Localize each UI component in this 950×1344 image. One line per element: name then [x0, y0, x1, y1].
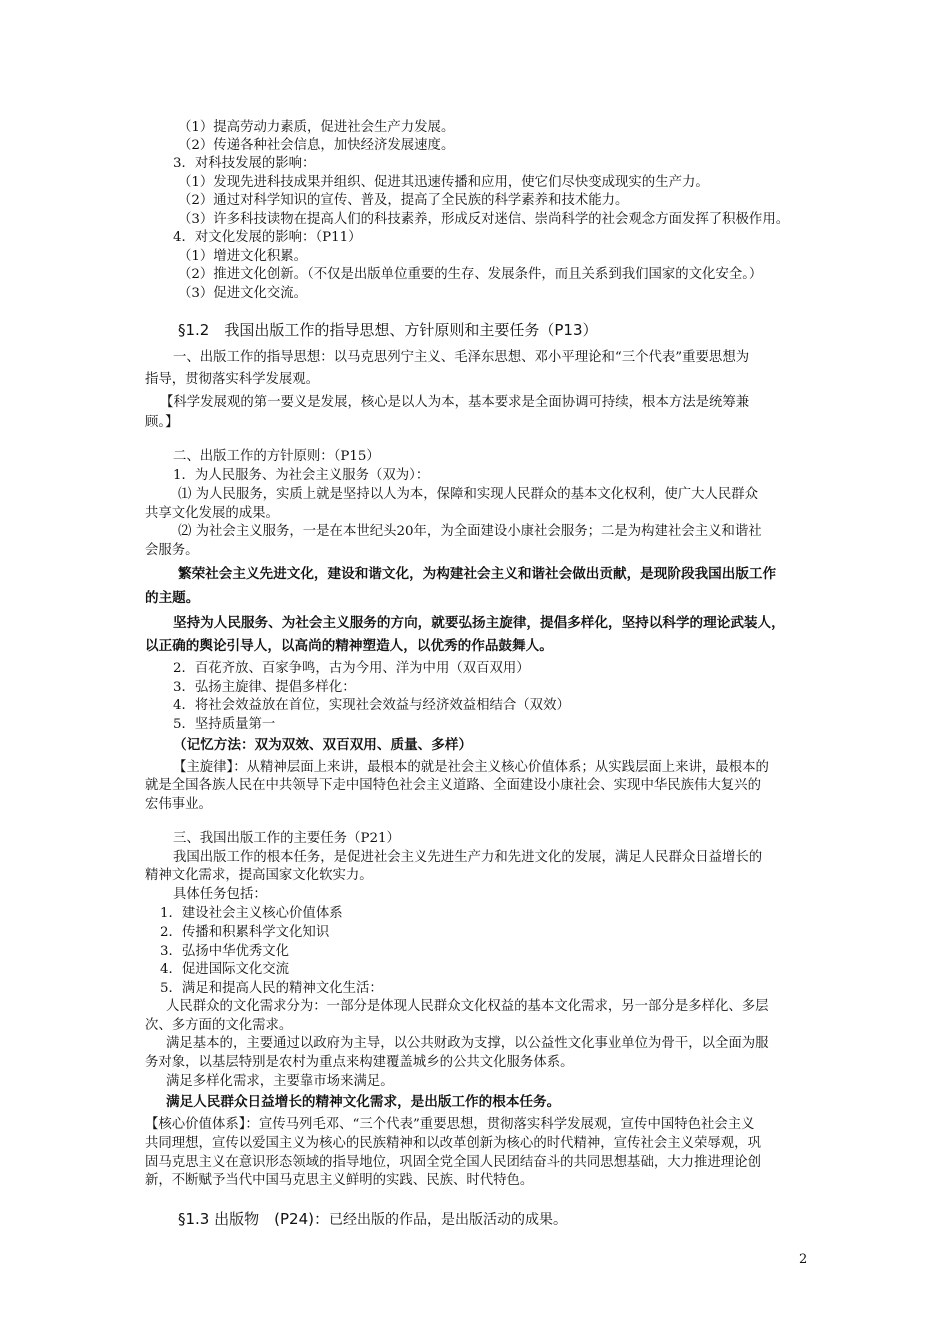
text-line: 宏伟事业。 — [145, 797, 212, 812]
page-number: 2 — [799, 1252, 808, 1267]
numbered-heading: 3．对科技发展的影响： — [173, 156, 316, 171]
numbered-item: 4．将社会效益放在首位，实现社会效益与经济效益相结合（双效） — [173, 698, 570, 713]
text-line: （2）推进文化创新。（不仅是出版单位重要的生存、发展条件，而且关系到我们国家的文化安全。） — [178, 267, 763, 282]
text-line: 一、出版工作的指导思想：以马克思列宁主义、毛泽东思想、邓小平理论和“三个代表”重要思想为 — [173, 350, 750, 365]
text-line: ⑴ 为人民服务，实质上就是坚持以人为本，保障和实现人民群众的基本文化权利，使广大人民群众 — [178, 487, 759, 502]
text-line: 指导，贯彻落实科学发展观。 — [145, 372, 320, 387]
section-heading: §1.2 我国出版工作的指导思想、方针原则和主要任务（P13） — [178, 321, 598, 339]
text-line: 【核心价值体系】：宣传马列毛邓、“三个代表”重要思想，贯彻落实科学发展观，宣传中国特色社会主义 — [145, 1117, 755, 1132]
text-line: 【科学发展观的第一要义是发展，核心是以人为本，基本要求是全面协调可持续，根本方法是统筹兼 — [160, 395, 750, 410]
text-line: 二、出版工作的方针原则：（P15） — [173, 449, 380, 464]
text-line: （2）通过对科学知识的宣传、普及，提高了全民族的科学素养和技术能力。 — [178, 193, 629, 208]
bold-text-line: 满足人民群众日益增长的精神文化需求，是出版工作的根本任务。 — [166, 1094, 561, 1110]
numbered-item: 2．传播和积累科学文化知识 — [160, 925, 330, 940]
text-line: （3）许多科技读物在提高人们的科技素养，形成反对迷信、崇尚科学的社会观念方面发挥了积极作用。 — [178, 212, 790, 227]
text-line: 就是全国各族人民在中共领导下走中国特色社会主义道路、全面建设小康社会、实现中华民族伟大复兴的 — [145, 778, 761, 793]
numbered-heading: 4．对文化发展的影响：（P11） — [173, 230, 362, 245]
text-line: 满足多样化需求，主要靠市场来满足。 — [166, 1074, 394, 1089]
text-line: （1）提高劳动力素质，促进社会生产力发展。 — [178, 120, 455, 135]
numbered-item: 1．建设社会主义核心价值体系 — [160, 906, 343, 921]
section-1-3 — [178, 1209, 567, 1230]
text-line: 新，不断赋予当代中国马克思主义鲜明的实践、民族、时代特色。 — [145, 1173, 534, 1188]
text-line: 精神文化需求，提高国家文化软实力。 — [145, 868, 373, 883]
text-line: 我国出版工作的根本任务，是促进社会主义先进生产力和先进文化的发展，满足人民群众日益增长的 — [173, 850, 763, 865]
text-line: 共同理想，宣传以爱国主义为核心的民族精神和以改革创新为核心的时代精神，宣传社会主义荣辱观，巩 — [145, 1136, 761, 1151]
memory-tip: （记忆方法：双为双效、双百双用、质量、多样） — [173, 737, 473, 753]
text-line: 会服务。 — [145, 543, 199, 558]
text-line: 务对象，以基层特别是农村为重点来构建覆盖城乡的公共文化服务体系。 — [145, 1055, 574, 1070]
text-line: 顾。】 — [145, 415, 179, 430]
text-line: ⑵ 为社会主义服务，一是在本世纪头20年，为全面建设小康社会服务；二是为构建社会主义和谐社 — [178, 524, 762, 539]
text-line: 固马克思主义在意识形态领域的指导地位，巩固全党全国人民团结奋斗的共同思想基础，大力推进理论创 — [145, 1155, 761, 1170]
numbered-item: 5．坚持质量第一 — [173, 717, 276, 732]
text-line: 人民群众的文化需求分为：一部分是体现人民群众文化权益的基本文化需求，另一部分是多样化、多层 — [166, 999, 769, 1014]
section-definition: 已经出版的作品，是出版活动的成果。 — [328, 1212, 567, 1228]
numbered-item: 3．弘扬中华优秀文化 — [160, 944, 290, 959]
text-line: 共享文化发展的成果。 — [145, 506, 279, 521]
section-heading: §1.3 出版物 (P24)： — [178, 1210, 329, 1228]
bold-text-line: 的主题。 — [145, 590, 200, 606]
bold-text-line: 坚持为人民服务、为社会主义服务的方向，就要弘扬主旋律，提倡多样化，坚持以科学的理论武装人， — [173, 615, 785, 631]
text-line: 满足基本的，主要通过以政府为主导，以公共财政为支撑，以公益性文化事业单位为骨干，以全面为服 — [166, 1036, 769, 1051]
text-line: 【主旋律】：从精神层面上来讲，最根本的就是社会主义核心价值体系；从实践层面上来讲，最根本的 — [173, 760, 769, 775]
numbered-item: 5．满足和提高人民的精神文化生活： — [160, 981, 383, 996]
numbered-item: 4．促进国际文化交流 — [160, 962, 290, 977]
numbered-heading: 1．为人民服务、为社会主义服务（双为）： — [173, 468, 430, 483]
text-line: （2）传递各种社会信息，加快经济发展速度。 — [178, 138, 455, 153]
text-line: 三、我国出版工作的主要任务（P21） — [173, 831, 400, 846]
bold-text-line: 繁荣社会主义先进文化，建设和谐文化，为构建社会主义和谐社会做出贡献，是现阶段我国出版工作 — [178, 566, 777, 582]
text-line: 次、多方面的文化需求。 — [145, 1018, 293, 1033]
text-line: （3）促进文化交流。 — [178, 286, 308, 301]
text-line: （1）发现先进科技成果并组织、促进其迅速传播和应用，使它们尽快变成现实的生产力。 — [178, 175, 709, 190]
text-line: （1）增进文化积累。 — [178, 249, 308, 264]
numbered-item: 2．百花齐放、百家争鸣，古为今用、洋为中用（双百双用） — [173, 661, 530, 676]
numbered-item: 3．弘扬主旋律、提倡多样化： — [173, 680, 356, 695]
text-line: 具体任务包括： — [173, 887, 267, 902]
bold-text-line: 以正确的舆论引导人，以高尚的精神塑造人，以优秀的作品鼓舞人。 — [145, 638, 553, 654]
